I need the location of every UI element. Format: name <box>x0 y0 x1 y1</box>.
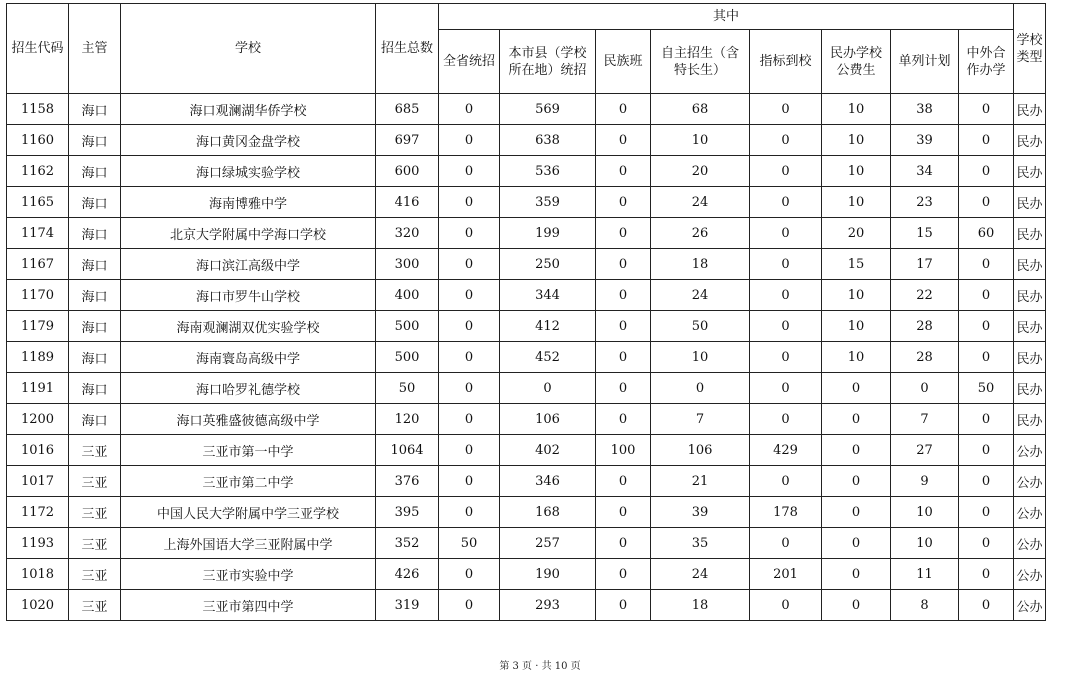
cell-sub-3: 21 <box>651 466 750 497</box>
cell-sub-4: 0 <box>750 156 822 187</box>
cell-admin: 海口 <box>69 373 121 404</box>
header-type: 学校类型 <box>1014 4 1046 94</box>
cell-type: 民办 <box>1014 156 1046 187</box>
cell-code: 1158 <box>7 94 69 125</box>
cell-sub-6: 15 <box>891 218 959 249</box>
cell-total: 50 <box>376 373 439 404</box>
cell-sub-4: 0 <box>750 466 822 497</box>
cell-code: 1191 <box>7 373 69 404</box>
cell-total: 319 <box>376 590 439 621</box>
cell-sub-2: 0 <box>596 187 651 218</box>
table-row <box>7 156 1046 187</box>
cell-sub-7: 0 <box>959 404 1014 435</box>
header-sub-province: 全省统招 <box>439 30 500 94</box>
cell-total: 320 <box>376 218 439 249</box>
cell-code: 1160 <box>7 125 69 156</box>
cell-sub-7: 0 <box>959 466 1014 497</box>
table-row <box>7 125 1046 156</box>
cell-total: 1064 <box>376 435 439 466</box>
cell-sub-5: 0 <box>822 466 891 497</box>
cell-admin: 海口 <box>69 280 121 311</box>
cell-sub-6: 23 <box>891 187 959 218</box>
cell-admin: 三亚 <box>69 528 121 559</box>
cell-school: 三亚市第一中学 <box>121 435 376 466</box>
cell-sub-5: 20 <box>822 218 891 249</box>
table-row <box>7 280 1046 311</box>
header-sub-local: 本市县（学校所在地）统招 <box>500 30 596 94</box>
cell-total: 500 <box>376 342 439 373</box>
cell-sub-2: 0 <box>596 249 651 280</box>
cell-sub-1: 346 <box>500 466 596 497</box>
cell-sub-4: 0 <box>750 280 822 311</box>
table-row <box>7 590 1046 621</box>
cell-sub-3: 106 <box>651 435 750 466</box>
table-row <box>7 94 1046 125</box>
table-row <box>7 435 1046 466</box>
cell-sub-0: 0 <box>439 404 500 435</box>
cell-admin: 海口 <box>69 249 121 280</box>
cell-sub-1: 536 <box>500 156 596 187</box>
cell-sub-1: 569 <box>500 94 596 125</box>
cell-sub-1: 168 <box>500 497 596 528</box>
table-body <box>7 94 1046 621</box>
cell-sub-6: 11 <box>891 559 959 590</box>
cell-sub-6: 10 <box>891 528 959 559</box>
cell-total: 395 <box>376 497 439 528</box>
cell-sub-4: 0 <box>750 528 822 559</box>
cell-sub-4: 0 <box>750 590 822 621</box>
cell-type: 民办 <box>1014 94 1046 125</box>
cell-code: 1174 <box>7 218 69 249</box>
cell-sub-0: 0 <box>439 311 500 342</box>
cell-sub-1: 359 <box>500 187 596 218</box>
cell-type: 公办 <box>1014 590 1046 621</box>
cell-sub-7: 60 <box>959 218 1014 249</box>
cell-sub-5: 0 <box>822 373 891 404</box>
cell-sub-4: 0 <box>750 125 822 156</box>
cell-code: 1172 <box>7 497 69 528</box>
cell-sub-7: 0 <box>959 559 1014 590</box>
cell-sub-1: 344 <box>500 280 596 311</box>
cell-sub-0: 0 <box>439 559 500 590</box>
cell-code: 1193 <box>7 528 69 559</box>
cell-admin: 海口 <box>69 404 121 435</box>
cell-sub-0: 0 <box>439 342 500 373</box>
cell-sub-5: 0 <box>822 559 891 590</box>
cell-admin: 海口 <box>69 187 121 218</box>
cell-type: 公办 <box>1014 528 1046 559</box>
cell-sub-2: 0 <box>596 528 651 559</box>
header-sub-joint: 中外合作办学 <box>959 30 1014 94</box>
cell-sub-0: 0 <box>439 280 500 311</box>
cell-sub-2: 0 <box>596 373 651 404</box>
cell-school: 海口英雅盛彼德高级中学 <box>121 404 376 435</box>
header-code: 招生代码 <box>7 4 69 94</box>
cell-sub-0: 0 <box>439 249 500 280</box>
cell-school: 海南寰岛高级中学 <box>121 342 376 373</box>
table-row <box>7 187 1046 218</box>
cell-sub-6: 7 <box>891 404 959 435</box>
cell-sub-1: 452 <box>500 342 596 373</box>
cell-sub-6: 38 <box>891 94 959 125</box>
cell-admin: 海口 <box>69 218 121 249</box>
cell-code: 1200 <box>7 404 69 435</box>
cell-sub-2: 0 <box>596 94 651 125</box>
cell-type: 公办 <box>1014 559 1046 590</box>
cell-type: 民办 <box>1014 125 1046 156</box>
cell-sub-7: 0 <box>959 156 1014 187</box>
cell-sub-6: 39 <box>891 125 959 156</box>
table-row <box>7 218 1046 249</box>
cell-sub-4: 0 <box>750 218 822 249</box>
cell-sub-0: 0 <box>439 590 500 621</box>
cell-sub-3: 24 <box>651 559 750 590</box>
cell-sub-4: 201 <box>750 559 822 590</box>
cell-sub-7: 0 <box>959 125 1014 156</box>
cell-sub-3: 0 <box>651 373 750 404</box>
cell-sub-4: 0 <box>750 342 822 373</box>
cell-sub-2: 0 <box>596 342 651 373</box>
cell-code: 1018 <box>7 559 69 590</box>
table-row <box>7 528 1046 559</box>
header-total: 招生总数 <box>376 4 439 94</box>
cell-total: 352 <box>376 528 439 559</box>
cell-admin: 海口 <box>69 94 121 125</box>
cell-sub-4: 0 <box>750 187 822 218</box>
cell-sub-7: 0 <box>959 94 1014 125</box>
cell-school: 上海外国语大学三亚附属中学 <box>121 528 376 559</box>
cell-total: 426 <box>376 559 439 590</box>
cell-school: 海南博雅中学 <box>121 187 376 218</box>
cell-code: 1016 <box>7 435 69 466</box>
cell-sub-7: 0 <box>959 249 1014 280</box>
cell-school: 海口滨江高级中学 <box>121 249 376 280</box>
cell-type: 民办 <box>1014 280 1046 311</box>
cell-sub-6: 8 <box>891 590 959 621</box>
cell-sub-1: 638 <box>500 125 596 156</box>
cell-sub-7: 0 <box>959 280 1014 311</box>
cell-sub-5: 10 <box>822 187 891 218</box>
cell-sub-7: 0 <box>959 590 1014 621</box>
cell-code: 1179 <box>7 311 69 342</box>
header-sub-separate: 单列计划 <box>891 30 959 94</box>
cell-school: 海口市罗牛山学校 <box>121 280 376 311</box>
cell-total: 300 <box>376 249 439 280</box>
table-row <box>7 342 1046 373</box>
cell-type: 民办 <box>1014 218 1046 249</box>
cell-sub-2: 0 <box>596 559 651 590</box>
cell-sub-6: 34 <box>891 156 959 187</box>
cell-code: 1170 <box>7 280 69 311</box>
cell-sub-6: 28 <box>891 311 959 342</box>
cell-sub-4: 0 <box>750 249 822 280</box>
cell-sub-0: 0 <box>439 497 500 528</box>
cell-sub-7: 50 <box>959 373 1014 404</box>
cell-sub-4: 0 <box>750 373 822 404</box>
cell-school: 海口绿城实验学校 <box>121 156 376 187</box>
cell-sub-3: 24 <box>651 187 750 218</box>
cell-sub-1: 250 <box>500 249 596 280</box>
cell-type: 民办 <box>1014 373 1046 404</box>
cell-sub-0: 0 <box>439 218 500 249</box>
cell-code: 1020 <box>7 590 69 621</box>
cell-sub-1: 402 <box>500 435 596 466</box>
cell-type: 公办 <box>1014 497 1046 528</box>
cell-sub-7: 0 <box>959 311 1014 342</box>
cell-sub-7: 0 <box>959 342 1014 373</box>
cell-sub-6: 27 <box>891 435 959 466</box>
table-row <box>7 373 1046 404</box>
table-row <box>7 249 1046 280</box>
cell-sub-5: 0 <box>822 590 891 621</box>
cell-sub-5: 0 <box>822 528 891 559</box>
cell-school: 海南观澜湖双优实验学校 <box>121 311 376 342</box>
cell-school: 海口黄冈金盘学校 <box>121 125 376 156</box>
cell-sub-0: 0 <box>439 187 500 218</box>
cell-admin: 海口 <box>69 311 121 342</box>
cell-admin: 海口 <box>69 156 121 187</box>
cell-sub-0: 0 <box>439 125 500 156</box>
cell-school: 三亚市实验中学 <box>121 559 376 590</box>
header-sub-private-public: 民办学校公费生 <box>822 30 891 94</box>
cell-sub-3: 39 <box>651 497 750 528</box>
table-header <box>7 4 1046 94</box>
cell-sub-1: 0 <box>500 373 596 404</box>
cell-sub-3: 18 <box>651 590 750 621</box>
cell-sub-0: 0 <box>439 466 500 497</box>
cell-total: 600 <box>376 156 439 187</box>
cell-sub-1: 199 <box>500 218 596 249</box>
cell-sub-2: 0 <box>596 311 651 342</box>
cell-sub-5: 10 <box>822 125 891 156</box>
cell-school: 北京大学附属中学海口学校 <box>121 218 376 249</box>
cell-school: 三亚市第四中学 <box>121 590 376 621</box>
header-admin: 主管 <box>69 4 121 94</box>
cell-school: 三亚市第二中学 <box>121 466 376 497</box>
cell-sub-5: 10 <box>822 280 891 311</box>
cell-sub-3: 10 <box>651 125 750 156</box>
table-row <box>7 404 1046 435</box>
cell-type: 民办 <box>1014 311 1046 342</box>
cell-sub-2: 0 <box>596 156 651 187</box>
cell-type: 公办 <box>1014 435 1046 466</box>
cell-sub-6: 28 <box>891 342 959 373</box>
cell-sub-2: 0 <box>596 218 651 249</box>
cell-sub-5: 0 <box>822 497 891 528</box>
cell-admin: 三亚 <box>69 466 121 497</box>
cell-sub-7: 0 <box>959 528 1014 559</box>
cell-sub-4: 0 <box>750 404 822 435</box>
cell-sub-3: 35 <box>651 528 750 559</box>
cell-sub-6: 10 <box>891 497 959 528</box>
cell-sub-6: 22 <box>891 280 959 311</box>
header-school: 学校 <box>121 4 376 94</box>
cell-sub-2: 100 <box>596 435 651 466</box>
enrollment-plan-table <box>6 3 1046 621</box>
cell-type: 民办 <box>1014 342 1046 373</box>
cell-sub-3: 20 <box>651 156 750 187</box>
cell-sub-3: 24 <box>651 280 750 311</box>
cell-sub-2: 0 <box>596 125 651 156</box>
cell-sub-3: 50 <box>651 311 750 342</box>
cell-code: 1167 <box>7 249 69 280</box>
cell-total: 500 <box>376 311 439 342</box>
cell-sub-4: 429 <box>750 435 822 466</box>
cell-sub-5: 0 <box>822 404 891 435</box>
cell-sub-3: 7 <box>651 404 750 435</box>
cell-sub-1: 190 <box>500 559 596 590</box>
cell-sub-4: 178 <box>750 497 822 528</box>
cell-sub-1: 293 <box>500 590 596 621</box>
cell-total: 120 <box>376 404 439 435</box>
cell-admin: 三亚 <box>69 435 121 466</box>
cell-code: 1189 <box>7 342 69 373</box>
cell-sub-2: 0 <box>596 404 651 435</box>
cell-sub-1: 257 <box>500 528 596 559</box>
cell-sub-6: 9 <box>891 466 959 497</box>
cell-sub-6: 0 <box>891 373 959 404</box>
header-sub-ethnic: 民族班 <box>596 30 651 94</box>
cell-school: 海口观澜湖华侨学校 <box>121 94 376 125</box>
cell-sub-2: 0 <box>596 590 651 621</box>
cell-total: 400 <box>376 280 439 311</box>
cell-sub-0: 0 <box>439 94 500 125</box>
cell-school: 中国人民大学附属中学三亚学校 <box>121 497 376 528</box>
cell-sub-5: 15 <box>822 249 891 280</box>
cell-code: 1017 <box>7 466 69 497</box>
cell-code: 1162 <box>7 156 69 187</box>
cell-sub-3: 18 <box>651 249 750 280</box>
cell-sub-3: 10 <box>651 342 750 373</box>
cell-sub-7: 0 <box>959 435 1014 466</box>
cell-admin: 三亚 <box>69 590 121 621</box>
cell-sub-0: 0 <box>439 435 500 466</box>
cell-sub-6: 17 <box>891 249 959 280</box>
cell-type: 民办 <box>1014 404 1046 435</box>
cell-sub-3: 26 <box>651 218 750 249</box>
cell-sub-2: 0 <box>596 466 651 497</box>
cell-total: 416 <box>376 187 439 218</box>
cell-sub-0: 0 <box>439 373 500 404</box>
table-row <box>7 311 1046 342</box>
page-footer: 第 3 页 · 共 10 页 <box>499 661 581 672</box>
cell-sub-3: 68 <box>651 94 750 125</box>
cell-sub-0: 0 <box>439 156 500 187</box>
cell-sub-5: 10 <box>822 156 891 187</box>
header-group: 其中 <box>439 4 1014 30</box>
header-sub-independent: 自主招生（含特长生） <box>651 30 750 94</box>
table-row <box>7 497 1046 528</box>
cell-type: 民办 <box>1014 249 1046 280</box>
cell-total: 376 <box>376 466 439 497</box>
cell-sub-4: 0 <box>750 311 822 342</box>
cell-sub-5: 10 <box>822 94 891 125</box>
cell-sub-4: 0 <box>750 94 822 125</box>
cell-sub-1: 106 <box>500 404 596 435</box>
cell-total: 685 <box>376 94 439 125</box>
cell-sub-0: 50 <box>439 528 500 559</box>
cell-admin: 海口 <box>69 125 121 156</box>
cell-sub-2: 0 <box>596 280 651 311</box>
cell-type: 民办 <box>1014 187 1046 218</box>
cell-sub-5: 0 <box>822 435 891 466</box>
cell-admin: 三亚 <box>69 497 121 528</box>
table-row <box>7 559 1046 590</box>
cell-code: 1165 <box>7 187 69 218</box>
cell-sub-2: 0 <box>596 497 651 528</box>
table-row <box>7 466 1046 497</box>
cell-sub-1: 412 <box>500 311 596 342</box>
cell-sub-7: 0 <box>959 497 1014 528</box>
cell-type: 公办 <box>1014 466 1046 497</box>
cell-sub-7: 0 <box>959 187 1014 218</box>
cell-school: 海口哈罗礼德学校 <box>121 373 376 404</box>
cell-sub-5: 10 <box>822 311 891 342</box>
header-sub-quota: 指标到校 <box>750 30 822 94</box>
cell-admin: 海口 <box>69 342 121 373</box>
cell-admin: 三亚 <box>69 559 121 590</box>
cell-sub-5: 10 <box>822 342 891 373</box>
cell-total: 697 <box>376 125 439 156</box>
